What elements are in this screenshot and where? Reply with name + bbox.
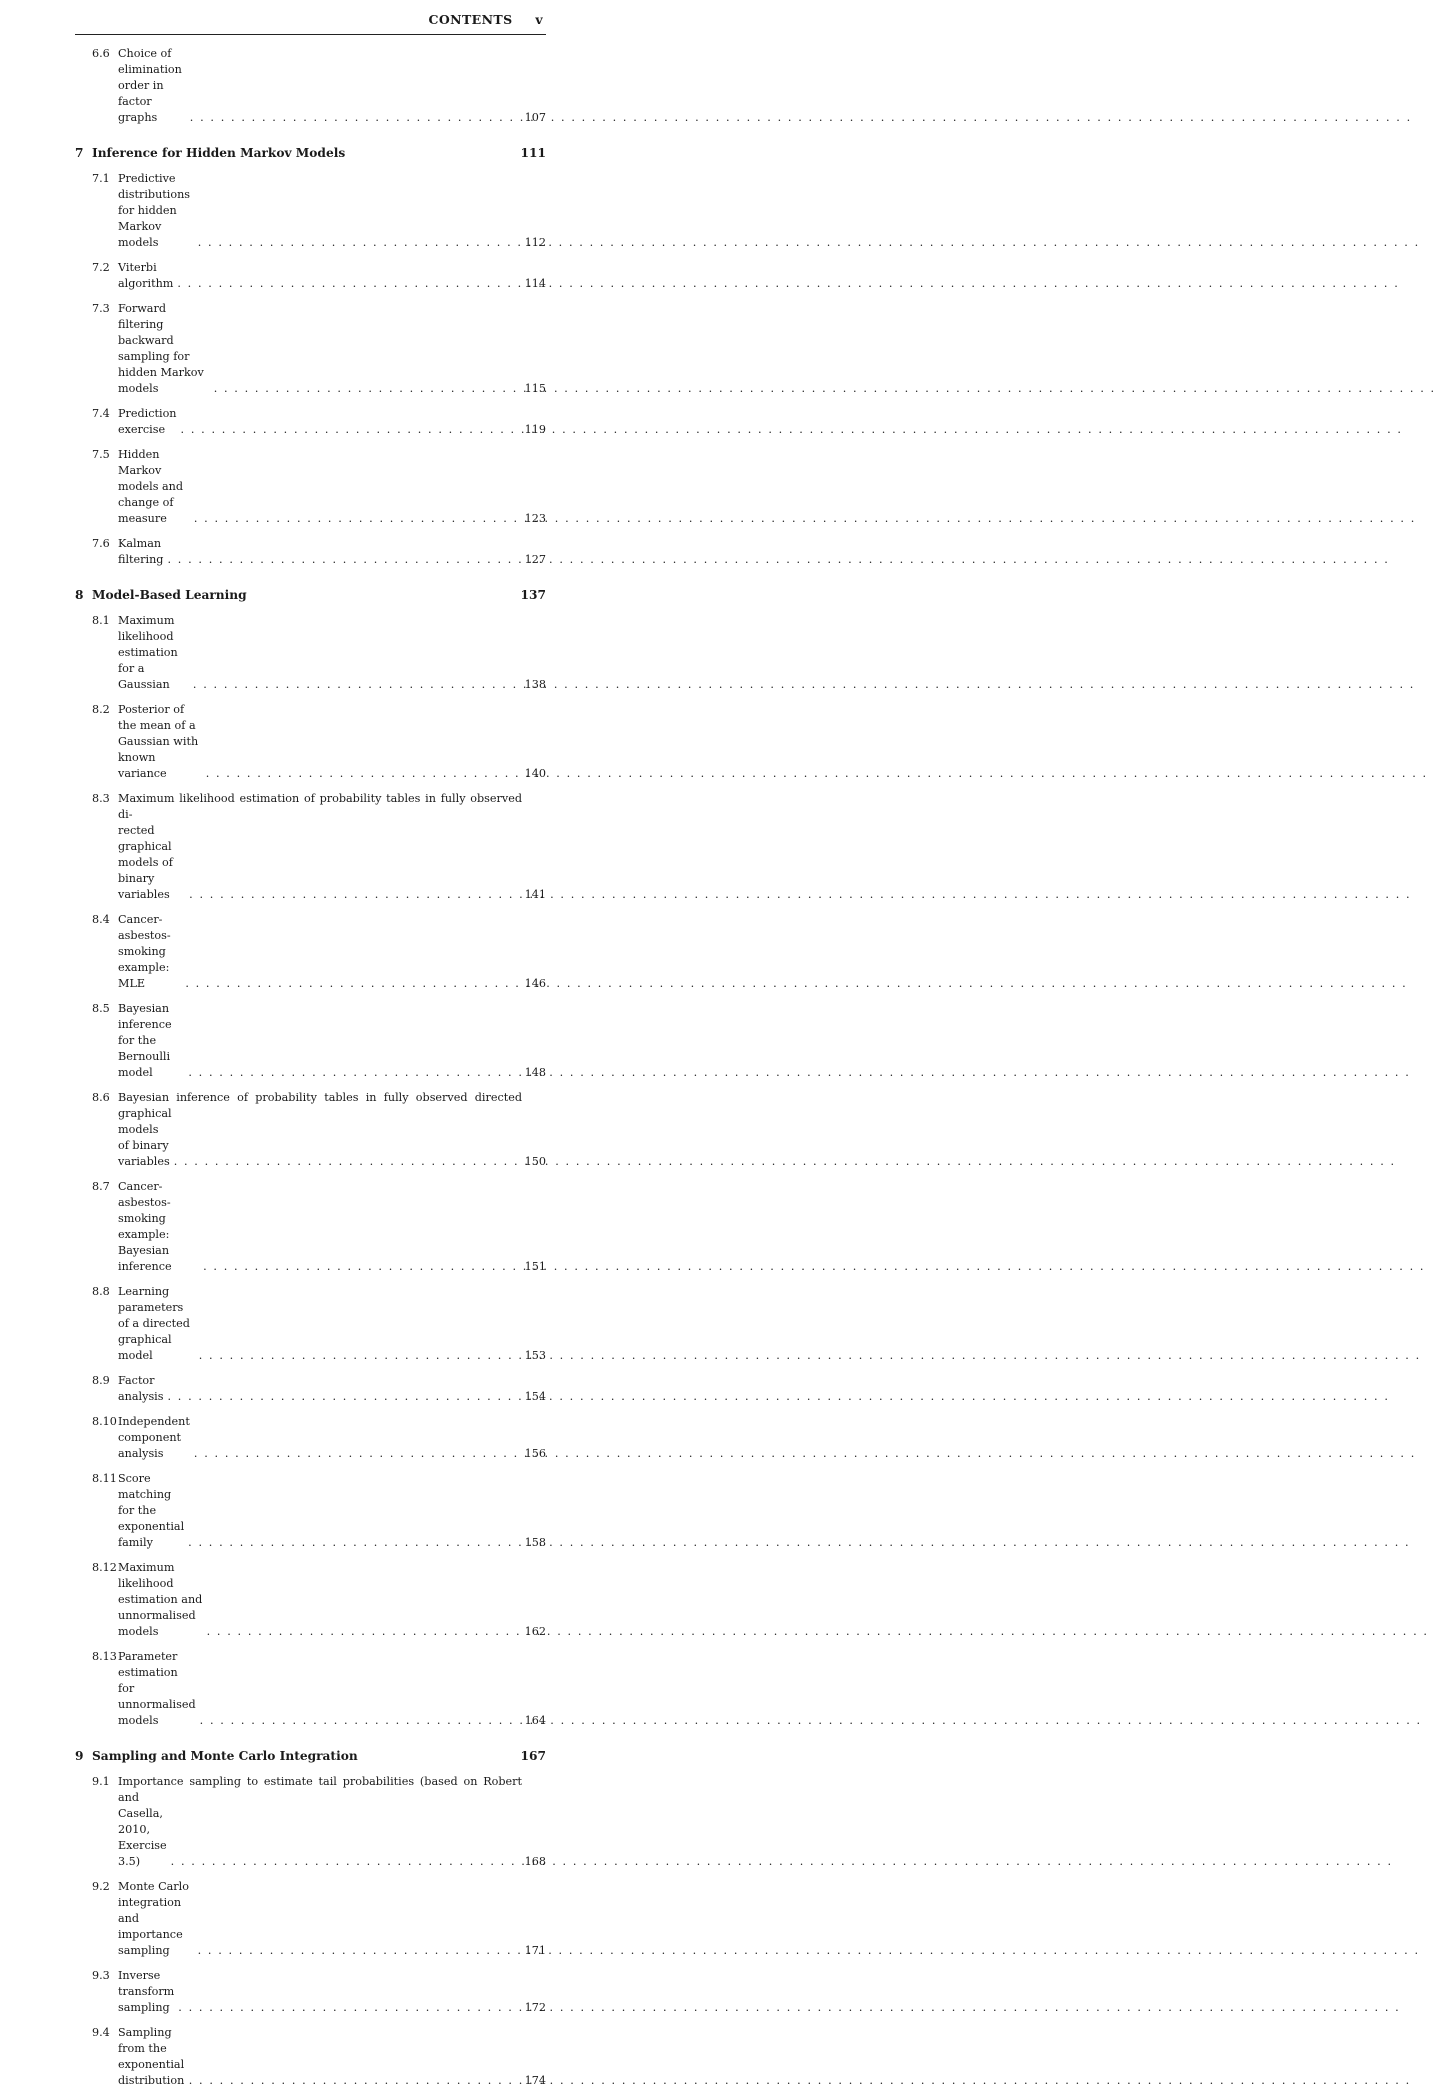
toc-section-entry[interactable] — [92, 1090, 546, 1170]
toc-section-entry[interactable] — [92, 1179, 546, 1275]
section-title-line — [118, 1471, 546, 1551]
toc-section-entry[interactable] — [92, 1968, 546, 2016]
toc-spacer — [75, 438, 546, 447]
section-title: Maximum likelihood estimation and unnormalised models — [118, 1561, 203, 1638]
leader-dots — [193, 677, 521, 693]
section-title: Forward filtering backward sampling for hidden Markov models — [118, 302, 204, 395]
running-head-title: CONTENTS — [428, 12, 513, 27]
toc-section-entry[interactable] — [92, 1414, 546, 1462]
section-title-line — [118, 702, 546, 782]
toc-spacer — [75, 2016, 546, 2025]
leader-dots — [189, 2073, 521, 2089]
section-title: Prediction exercise — [118, 407, 177, 436]
section-title: Bayesian inference for the Bernoulli model — [118, 1002, 172, 1079]
leader-dots — [194, 511, 521, 527]
section-title: Predictive distributions for hidden Markov models — [118, 172, 191, 249]
section-title-line — [118, 613, 546, 693]
toc-spacer — [75, 1170, 546, 1179]
section-title: Monte Carlo integration and importance sampling — [118, 1880, 189, 1957]
chapter-number: 7 — [75, 146, 84, 160]
toc-spacer — [75, 1364, 546, 1373]
leader-dots — [177, 276, 520, 292]
toc-spacer — [75, 782, 546, 791]
toc-section-entry[interactable] — [92, 301, 546, 397]
section-title: Kalman filtering — [118, 537, 164, 566]
toc-section-entry[interactable] — [92, 1373, 546, 1405]
leader-dots — [203, 1259, 521, 1275]
toc-section-entry[interactable] — [92, 791, 546, 903]
toc-spacer — [75, 1640, 546, 1649]
section-page-number: 172 — [524, 2001, 546, 2014]
section-page-number: 151 — [524, 1260, 546, 1273]
section-page-number: 156 — [524, 1447, 546, 1460]
leader-dots — [189, 887, 520, 903]
section-number: 8.10 — [92, 1415, 117, 1428]
toc-section-entry[interactable] — [92, 171, 546, 251]
section-title-line — [118, 791, 546, 823]
section-number: 8.1 — [92, 614, 110, 627]
toc-spacer — [75, 251, 546, 260]
section-title-line — [118, 447, 546, 527]
section-number: 7.5 — [92, 448, 110, 461]
chapter-title: Model-Based Learning — [92, 588, 247, 602]
toc-section-entry[interactable] — [92, 702, 546, 782]
section-number: 9.4 — [92, 2026, 110, 2039]
section-page-number: 119 — [524, 423, 546, 436]
section-title-line — [118, 260, 546, 292]
chapter-page-number: 111 — [520, 146, 546, 160]
section-number: 8.2 — [92, 703, 110, 716]
section-page-number: 112 — [524, 236, 546, 249]
leader-dots — [188, 1065, 520, 1081]
leader-dots — [178, 2000, 520, 2016]
toc-chapter-entry[interactable] — [75, 586, 546, 604]
section-number: 8.12 — [92, 1561, 117, 1574]
leader-dots — [174, 1154, 521, 1170]
chapter-number: 8 — [75, 588, 84, 602]
section-page-number: 154 — [524, 1390, 546, 1403]
toc-section-entry[interactable] — [92, 1649, 546, 1729]
toc-section-entry[interactable] — [92, 406, 546, 438]
leader-dots — [200, 1713, 521, 1729]
toc-spacer — [75, 693, 546, 702]
section-number: 8.7 — [92, 1180, 110, 1193]
section-number: 7.3 — [92, 302, 110, 315]
toc-spacer — [75, 292, 546, 301]
leader-dots — [168, 1389, 521, 1405]
toc-section-entry[interactable] — [92, 536, 546, 568]
section-title: models of binary variables — [118, 1123, 170, 1168]
page — [0, 0, 600, 2087]
section-number: 7.2 — [92, 261, 110, 274]
section-number: 8.11 — [92, 1472, 117, 1485]
toc-spacer — [75, 1081, 546, 1090]
section-title-line — [118, 912, 546, 992]
chapter-title: Inference for Hidden Markov Models — [92, 146, 346, 160]
section-page-number: 150 — [524, 1155, 546, 1168]
toc-spacer — [75, 604, 546, 613]
section-number: 8.3 — [92, 792, 110, 805]
toc-spacer — [75, 1765, 546, 1774]
table-of-contents — [75, 46, 546, 2089]
section-title: Maximum likelihood estimation of probability tables in fully observed di- — [118, 792, 522, 821]
section-page-number: 115 — [524, 382, 546, 395]
section-page-number: 146 — [524, 977, 546, 990]
section-title: Cancer-asbestos-smoking example: Bayesian inference — [118, 1180, 172, 1273]
leader-dots — [190, 110, 521, 126]
section-title: Viterbi algorithm — [118, 261, 174, 290]
section-title-line — [118, 1560, 546, 1640]
section-title: Hidden Markov models and change of measure — [118, 448, 184, 525]
section-page-number: 114 — [524, 277, 546, 290]
section-title-line — [118, 536, 546, 568]
chapter-page-number: 137 — [520, 588, 546, 602]
toc-chapter-entry[interactable] — [75, 144, 546, 162]
section-title-line — [118, 1879, 546, 1959]
section-title-line — [118, 823, 546, 903]
section-title-line — [118, 1001, 546, 1081]
toc-section-entry[interactable] — [92, 1879, 546, 1959]
leader-dots — [206, 766, 521, 782]
toc-spacer — [75, 1275, 546, 1284]
section-page-number: 158 — [524, 1536, 546, 1549]
toc-section-entry[interactable] — [92, 1471, 546, 1551]
section-number: 6.6 — [92, 47, 110, 60]
section-title-line — [118, 2025, 546, 2089]
toc-spacer — [75, 126, 546, 144]
section-number: 8.4 — [92, 913, 110, 926]
toc-spacer — [75, 527, 546, 536]
section-page-number: 168 — [524, 1855, 546, 1868]
section-title-line — [118, 1649, 546, 1729]
toc-section-entry[interactable] — [92, 1284, 546, 1364]
section-title-line — [118, 1774, 546, 1806]
section-title-line — [118, 1806, 546, 1870]
toc-section-entry[interactable] — [92, 1560, 546, 1640]
toc-spacer — [75, 162, 546, 171]
section-title: rected graphical models of binary variables — [118, 824, 173, 901]
section-title-line — [118, 1373, 546, 1405]
section-title: Parameter estimation for unnormalised models — [118, 1650, 196, 1727]
toc-section-entry[interactable] — [92, 1001, 546, 1081]
section-number: 8.5 — [92, 1002, 110, 1015]
section-number: 9.3 — [92, 1969, 110, 1982]
section-title-line — [118, 1968, 546, 2016]
toc-spacer — [75, 1729, 546, 1747]
section-number: 9.2 — [92, 1880, 110, 1893]
section-page-number: 153 — [524, 1349, 546, 1362]
section-title: Maximum likelihood estimation for a Gaussian — [118, 614, 178, 691]
section-page-number: 123 — [524, 512, 546, 525]
toc-spacer — [75, 1551, 546, 1560]
section-page-number: 107 — [524, 111, 546, 124]
leader-dots — [185, 976, 520, 992]
section-number: 8.8 — [92, 1285, 110, 1298]
leader-dots — [171, 1854, 521, 1870]
section-title-line — [118, 406, 546, 438]
section-number: 7.6 — [92, 537, 110, 550]
section-title-line — [118, 301, 546, 397]
toc-spacer — [75, 1959, 546, 1968]
leader-dots — [198, 1943, 521, 1959]
toc-spacer — [75, 397, 546, 406]
section-title: Learning parameters of a directed graphical model — [118, 1285, 190, 1362]
section-title-line — [118, 1090, 546, 1122]
section-number: 8.6 — [92, 1091, 110, 1104]
chapter-number: 9 — [75, 1749, 84, 1763]
section-number: 7.1 — [92, 172, 110, 185]
section-title: Sampling from the exponential distribution — [118, 2026, 185, 2087]
leader-dots — [214, 381, 521, 397]
toc-chapter-entry[interactable] — [75, 1747, 546, 1765]
leader-dots — [194, 1446, 521, 1462]
toc-spacer — [75, 568, 546, 586]
chapter-page-number: 167 — [520, 1749, 546, 1763]
running-head — [75, 12, 543, 27]
leader-dots — [167, 552, 520, 568]
section-title: Independent component analysis — [118, 1415, 190, 1460]
section-title: Importance sampling to estimate tail probabilities (based on Robert and — [118, 1775, 522, 1804]
toc-section-entry[interactable] — [92, 912, 546, 992]
toc-spacer — [75, 1405, 546, 1414]
leader-dots — [181, 422, 521, 438]
toc-section-entry[interactable] — [92, 613, 546, 693]
section-number: 7.4 — [92, 407, 110, 420]
section-title: Score matching for the exponential family — [118, 1472, 185, 1549]
section-page-number: 171 — [524, 1944, 546, 1957]
header-rule — [75, 34, 546, 35]
section-page-number: 164 — [524, 1714, 546, 1727]
section-title: Inverse transform sampling — [118, 1969, 175, 2014]
toc-spacer — [75, 992, 546, 1001]
section-number: 8.9 — [92, 1374, 110, 1387]
running-head-page-number: v — [535, 12, 543, 27]
section-title-line — [118, 1179, 546, 1275]
toc-section-entry[interactable] — [92, 46, 546, 126]
chapter-title: Sampling and Monte Carlo Integration — [92, 1749, 358, 1763]
section-page-number: 140 — [524, 767, 546, 780]
section-page-number: 174 — [524, 2074, 546, 2087]
section-page-number: 141 — [524, 888, 546, 901]
leader-dots — [199, 1348, 521, 1364]
section-number: 8.13 — [92, 1650, 117, 1663]
section-title: Cancer-asbestos-smoking example: MLE — [118, 913, 171, 990]
toc-section-entry[interactable] — [92, 2025, 546, 2089]
leader-dots — [198, 235, 521, 251]
section-title-line — [118, 1284, 546, 1364]
leader-dots — [188, 1535, 520, 1551]
toc-spacer — [75, 1462, 546, 1471]
section-title: Bayesian inference of probability tables in fully observed directed graphical — [118, 1091, 522, 1120]
section-page-number: 162 — [524, 1625, 546, 1638]
section-title: Posterior of the mean of a Gaussian with known variance — [118, 703, 199, 780]
toc-section-entry[interactable] — [92, 260, 546, 292]
section-title: Choice of elimination order in factor graphs — [118, 47, 182, 124]
section-page-number: 148 — [524, 1066, 546, 1079]
leader-dots — [207, 1624, 521, 1640]
toc-spacer — [75, 1870, 546, 1879]
toc-section-entry[interactable] — [92, 447, 546, 527]
section-title-line — [118, 1414, 546, 1462]
section-title: Casella, 2010, Exercise 3.5) — [118, 1807, 167, 1868]
section-title-line — [118, 1122, 546, 1170]
section-number: 9.1 — [92, 1775, 110, 1788]
section-page-number: 138 — [524, 678, 546, 691]
section-page-number: 127 — [524, 553, 546, 566]
toc-section-entry[interactable] — [92, 1774, 546, 1870]
section-title-line — [118, 46, 546, 126]
section-title: Factor analysis — [118, 1374, 164, 1403]
section-title-line — [118, 171, 546, 251]
toc-spacer — [75, 903, 546, 912]
